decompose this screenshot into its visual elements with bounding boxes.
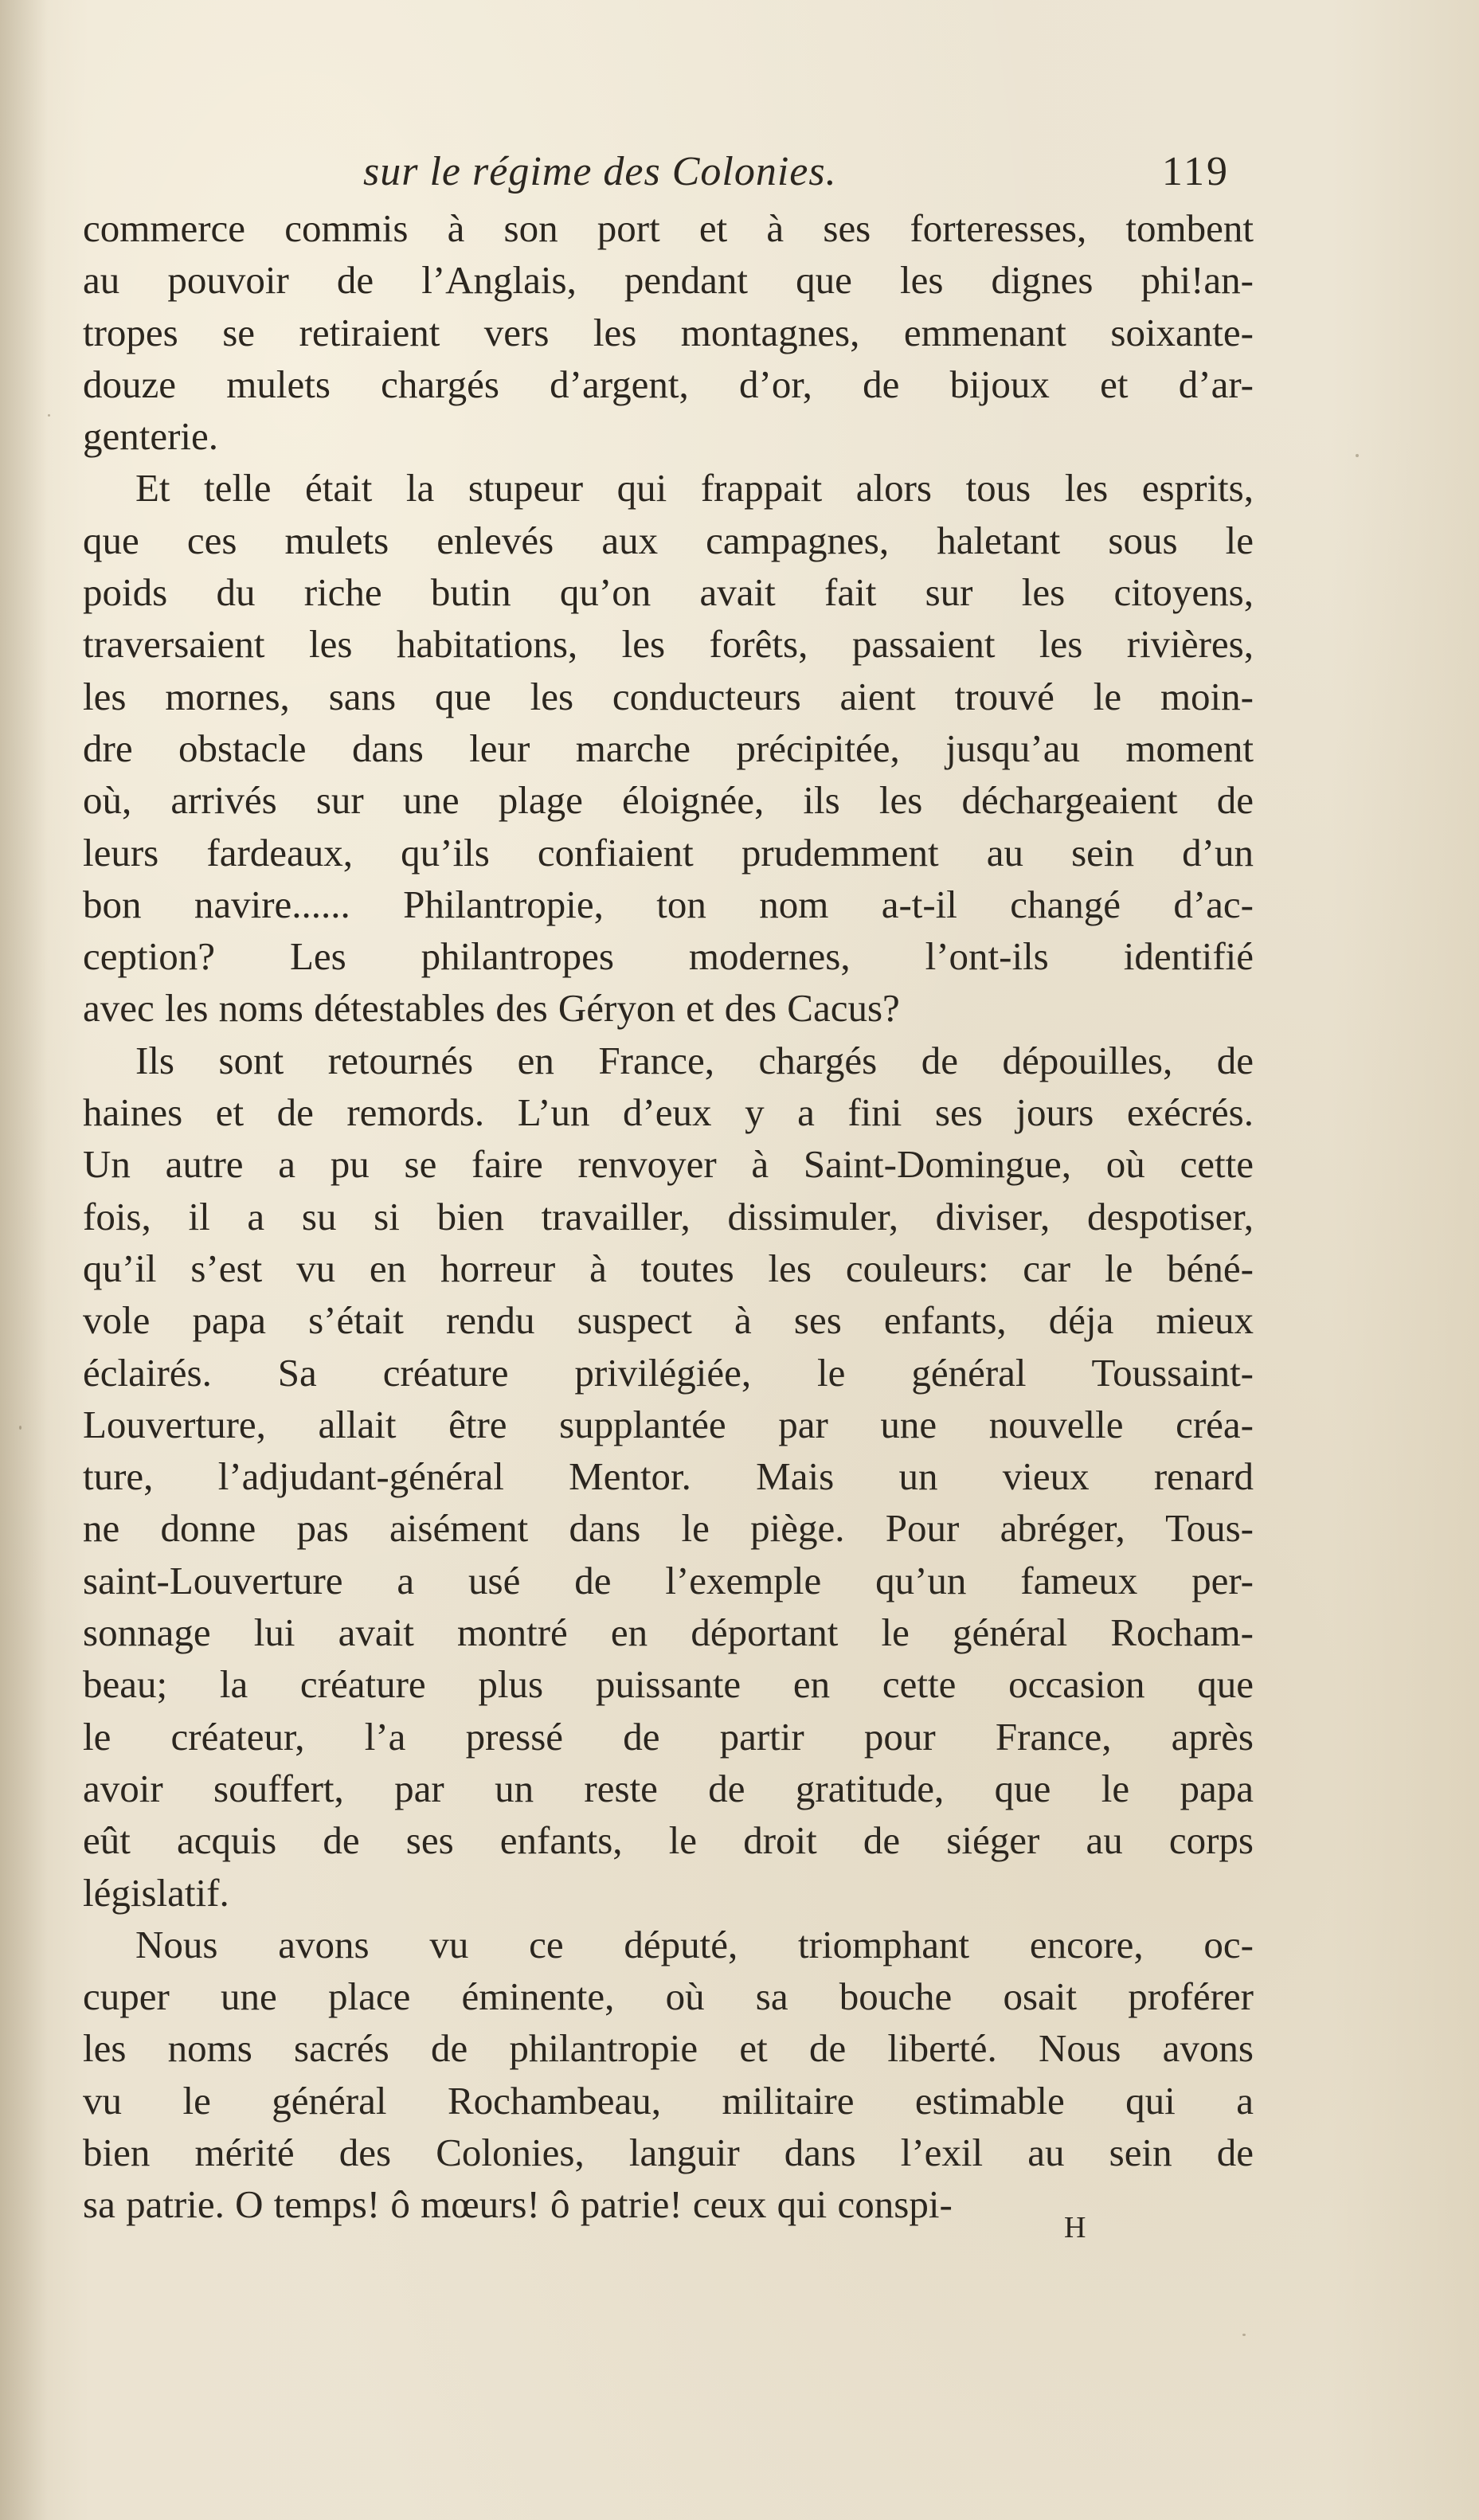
- text-line: Louverture, allait être supplantée par une nouvelle créa-: [83, 1402, 1254, 1446]
- text-line: avoir souffert, par un reste de gratitude, que le papa: [83, 1766, 1254, 1810]
- text-line: que ces mulets enlevés aux campagnes, haletant sous le: [83, 518, 1254, 562]
- paper-speck: [1242, 2334, 1246, 2336]
- running-head: [83, 142, 1254, 202]
- text-line: beau; la créature plus puissante en cette occasion que: [83, 1662, 1254, 1707]
- running-title: sur le régime des Colonies.: [363, 149, 837, 194]
- paragraph-4: [83, 1919, 1254, 2231]
- text-line: saint-Louverture a usé de l’exemple qu’un fameux per-: [83, 1558, 1254, 1602]
- text-line: Nous avons vu ce député, triomphant encore, oc-: [135, 1922, 1254, 1966]
- text-line: qu’il s’est vu en horreur à toutes les couleurs: car le béné-: [83, 1246, 1254, 1290]
- text-line: Un autre a pu se faire renvoyer à Saint-Domingue, où cette: [83, 1142, 1254, 1187]
- text-line: au pouvoir de l’Anglais, pendant que les dignes phi!an-: [83, 258, 1254, 303]
- text-line: ception? Les philantropes modernes, l’ont-ils identifié: [83, 934, 1254, 979]
- paragraph-3: [83, 1035, 1254, 1919]
- text-line: bien mérité des Colonies, languir dans l’exil au sein de: [83, 2130, 1254, 2174]
- text-line: traversaient les habitations, les forêts, passaient les rivières,: [83, 622, 1254, 667]
- paragraph-2: [83, 462, 1254, 1034]
- text-line: haines et de remords. L’un d’eux y a fini ses jours exécrés.: [83, 1090, 1254, 1135]
- text-line: vu le général Rochambeau, militaire estimable qui a: [83, 2078, 1254, 2123]
- text-line: sonnage lui avait montré en déportant le général Rocham-: [83, 1610, 1254, 1655]
- text-line: les mornes, sans que les conducteurs aient trouvé le moin-: [83, 674, 1254, 718]
- text-line: les noms sacrés de philantropie et de liberté. Nous avons: [83, 2026, 1254, 2071]
- text-line: eût acquis de ses enfants, le droit de siéger au corps: [83, 1818, 1254, 1863]
- text-line: ture, l’adjudant-général Mentor. Mais un vieux renard: [83, 1454, 1254, 1499]
- text-line: dre obstacle dans leur marche précipitée, jusqu’au moment: [83, 726, 1254, 770]
- page-number: 119: [1161, 149, 1230, 194]
- paper-speck: [48, 414, 50, 417]
- text-line: où, arrivés sur une plage éloignée, ils les déchargeaient de: [83, 778, 1254, 823]
- text-line: poids du riche butin qu’on avait fait sur les citoyens,: [83, 570, 1254, 615]
- paper-speck: [19, 1426, 22, 1430]
- text-line: cuper une place éminente, où sa bouche osait proférer: [83, 1974, 1254, 2019]
- paper-speck: [1356, 454, 1359, 457]
- paragraph-1: [83, 202, 1254, 462]
- text-line: législatif.: [83, 1870, 229, 1915]
- text-line: vole papa s’était rendu suspect à ses enfants, déja mieux: [83, 1298, 1254, 1343]
- text-line: leurs fardeaux, qu’ils confiaient prudemment au sein d’un: [83, 830, 1254, 875]
- text-line: le créateur, l’a pressé de partir pour France, après: [83, 1714, 1254, 1759]
- text-line: ne donne pas aisément dans le piège. Pour abréger, Tous-: [83, 1506, 1254, 1551]
- text-line: fois, il a su si bien travailler, dissimuler, diviser, despotiser,: [83, 1194, 1254, 1238]
- text-line: éclairés. Sa créature privilégiée, le général Toussaint-: [83, 1350, 1254, 1395]
- text-line: bon navire...... Philantropie, ton nom a-t-il changé d’ac-: [83, 882, 1254, 926]
- text-line: Et telle était la stupeur qui frappait alors tous les esprits,: [135, 466, 1254, 511]
- gutter-shadow: [0, 0, 48, 2520]
- text-line: tropes se retiraient vers les montagnes, emmenant soixante-: [83, 310, 1254, 354]
- text-block: [83, 142, 1254, 2231]
- text-line: sa patrie. O temps! ô mœurs! ô patrie! ceux qui conspi-: [83, 2182, 953, 2227]
- signature-mark: H: [1064, 2211, 1088, 2244]
- text-line: avec les noms détestables des Géryon et des Cacus?: [83, 986, 900, 1031]
- text-line: genterie.: [83, 414, 219, 459]
- text-line: commerce commis à son port et à ses forteresses, tombent: [83, 206, 1254, 250]
- text-line: douze mulets chargés d’argent, d’or, de bijoux et d’ar-: [83, 362, 1254, 406]
- text-line: Ils sont retournés en France, chargés de dépouilles, de: [135, 1038, 1254, 1082]
